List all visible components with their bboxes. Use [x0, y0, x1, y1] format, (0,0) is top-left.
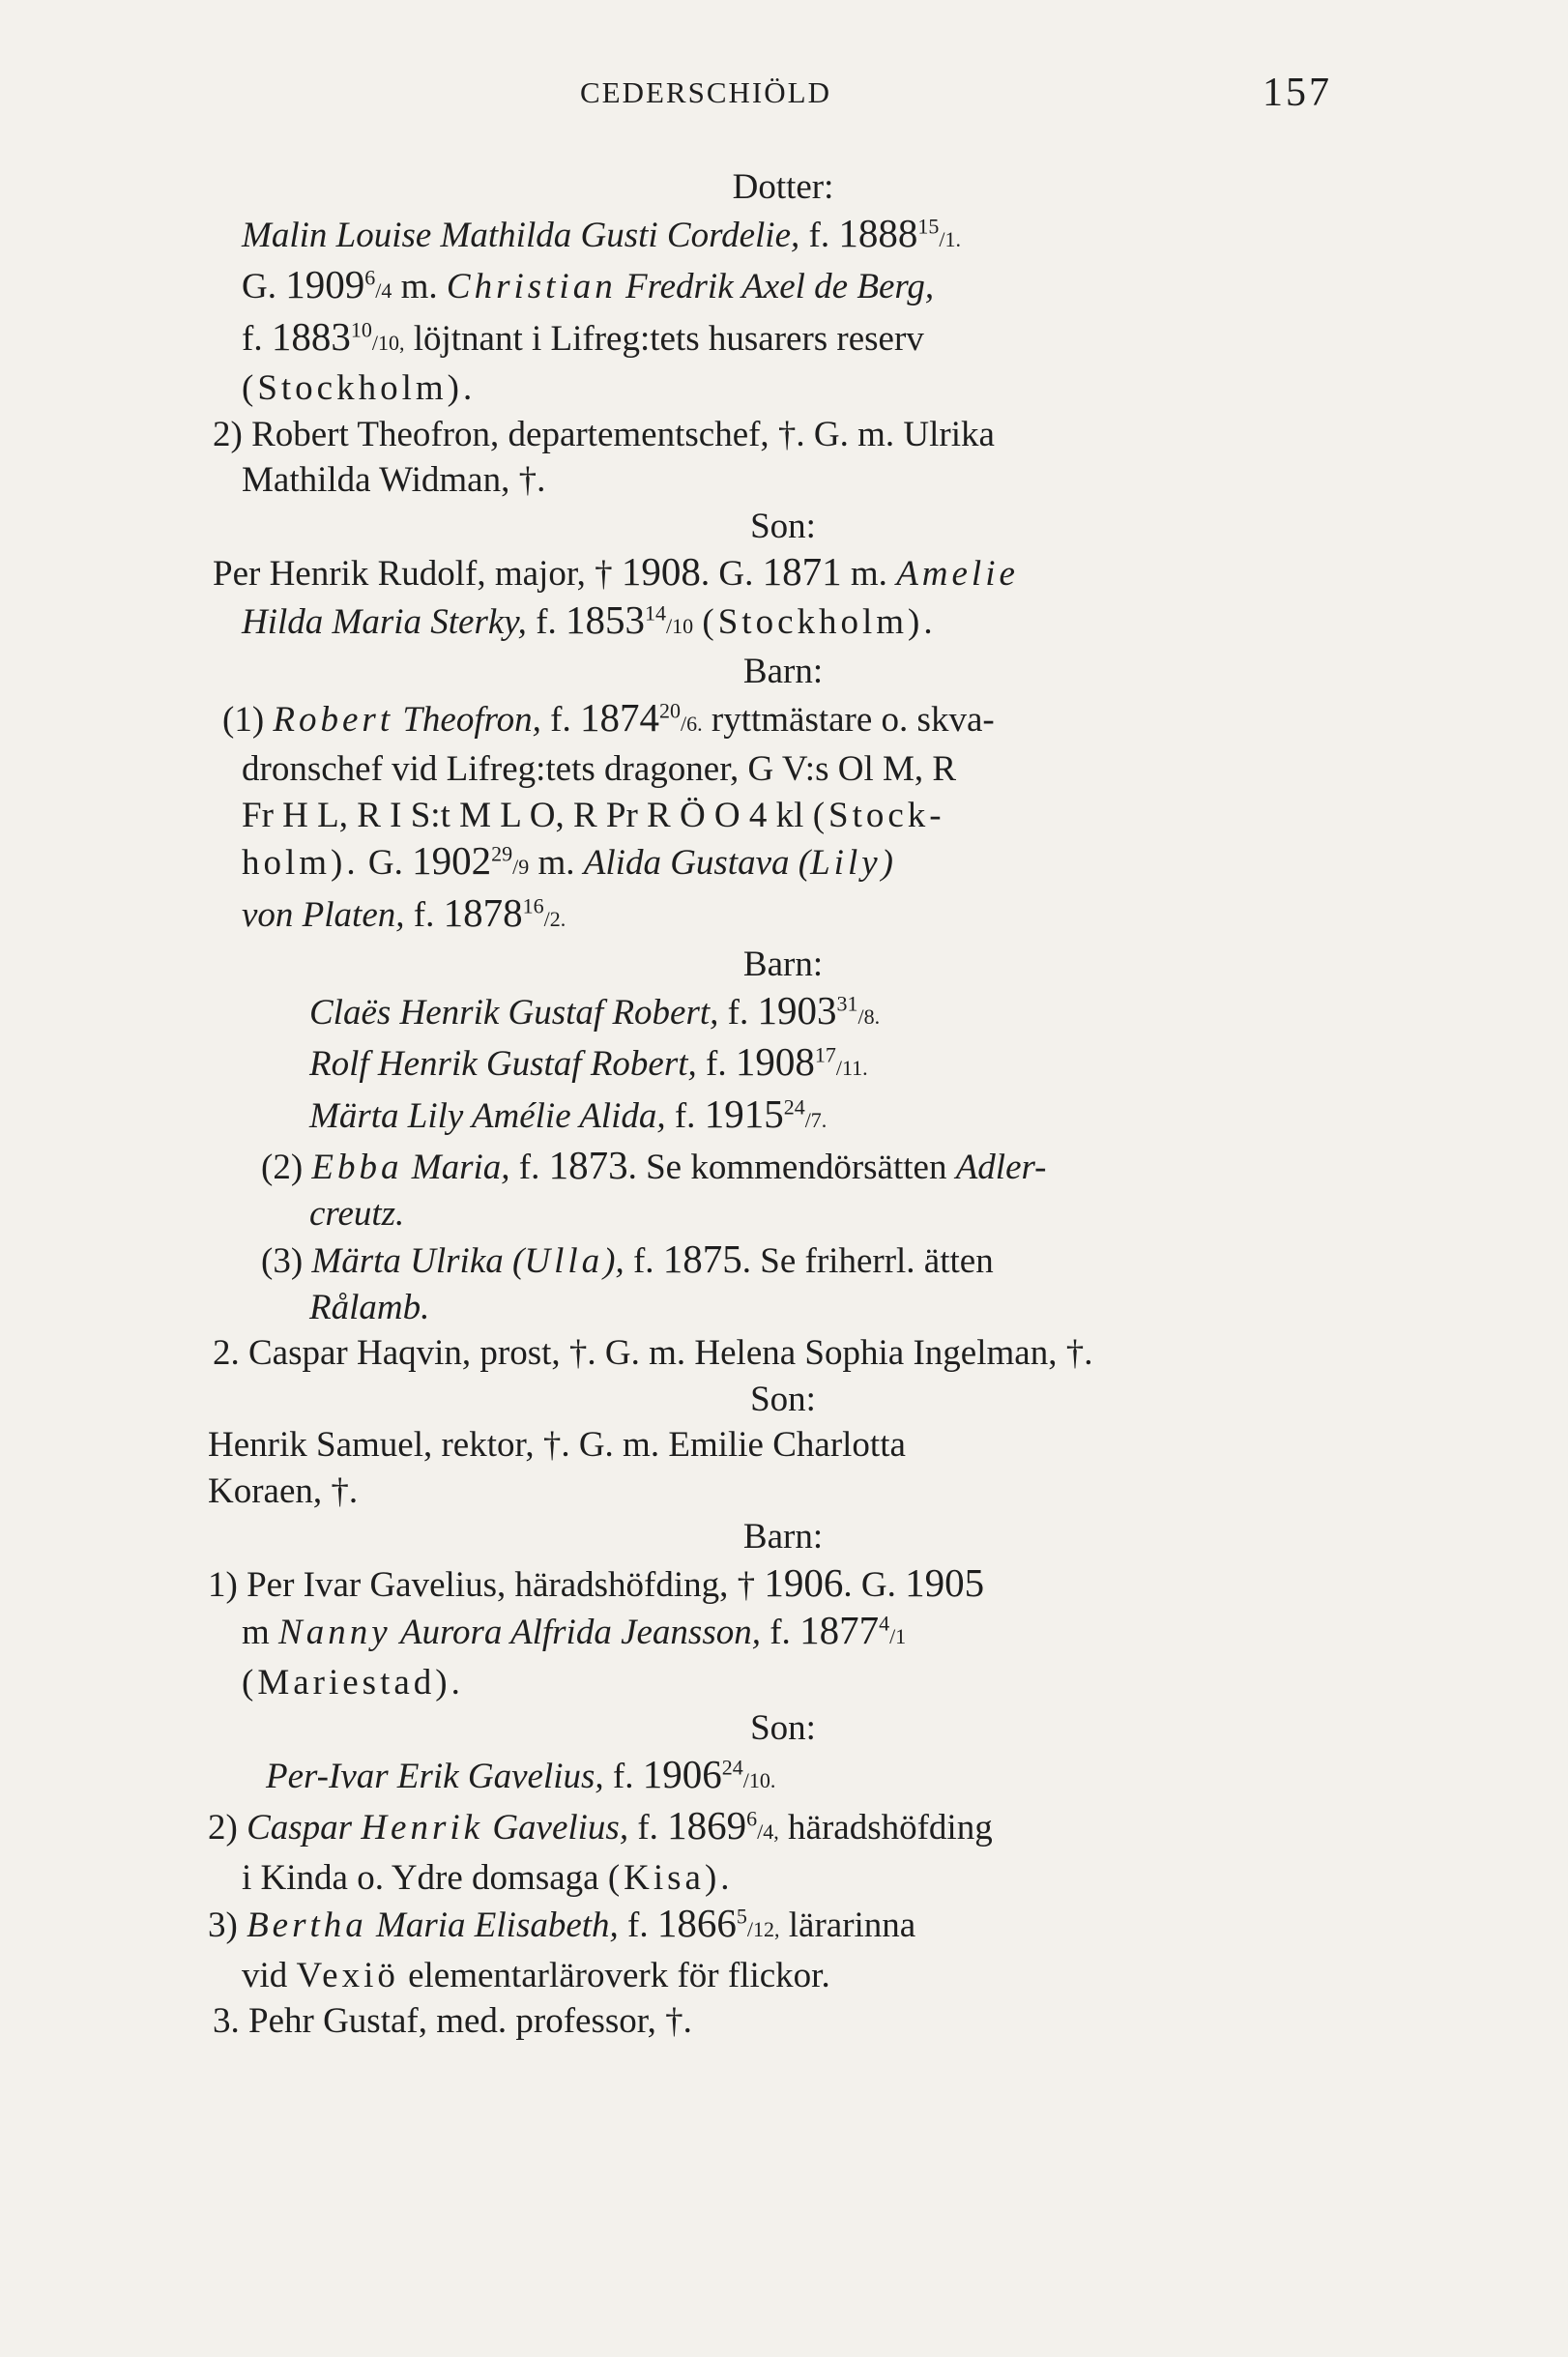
section-heading — [208, 942, 1358, 988]
text-run: 14 — [645, 600, 667, 626]
text-run: Barn: — [742, 945, 824, 984]
text-run: 29 — [491, 841, 513, 866]
text-run: elementarläroverk för flickor. — [398, 1955, 830, 1995]
text-run: Rolf Henrik Gustaf Robert, — [309, 1044, 697, 1084]
section-heading — [208, 164, 1358, 211]
text-run: 1909 — [285, 262, 365, 306]
text-run: Mathilda Widman, †. — [242, 460, 546, 500]
text-run: 1853 — [566, 597, 646, 642]
text-line — [208, 1752, 1358, 1804]
text-run: f. — [603, 1756, 643, 1796]
text-run: /7. — [804, 1107, 828, 1132]
text-run: Aurora Alfrida Jeansson, — [399, 1613, 761, 1652]
text-run: Per Henrik Rudolf, major, † — [213, 554, 622, 594]
text-run: /1 — [889, 1624, 907, 1648]
text-run: f. — [618, 1906, 657, 1945]
text-run: f. — [696, 1044, 736, 1084]
text-run: ) — [881, 843, 893, 883]
text-run: Nanny — [278, 1613, 392, 1652]
text-run: /12, — [746, 1917, 780, 1941]
text-run: 1873 — [548, 1143, 628, 1187]
text-run: 1883 — [271, 313, 351, 359]
text-run: 2) Robert Theofron, departementschef, †. G. m. Ulrika — [213, 414, 995, 454]
text-run: /9 — [512, 855, 530, 879]
text-run: 20 — [659, 698, 681, 723]
text-run: (Stockholm). — [242, 368, 477, 408]
text-run: 6 — [746, 1806, 758, 1831]
text-run: . Se kommendörsätten — [627, 1148, 956, 1187]
text-run: 1869 — [667, 1803, 747, 1848]
text-run: Per-Ivar Erik Gavelius, — [266, 1756, 604, 1796]
text-run: 16 — [522, 893, 544, 918]
text-line — [208, 365, 1358, 412]
text-run: (3) — [261, 1241, 312, 1281]
text-run: 1908 — [735, 1039, 815, 1084]
text-run: Malin Louise Mathilda Gusti Cordelie, — [242, 215, 800, 255]
text-line — [208, 211, 1358, 263]
text-run: 31 — [836, 991, 858, 1016]
text-run: Caspar — [247, 1808, 353, 1848]
text-run: . G. — [843, 1564, 906, 1605]
text-run: 3) — [208, 1906, 247, 1945]
text-run: (Mariestad). — [242, 1662, 464, 1702]
text-run: m. — [841, 554, 897, 594]
text-run: (Stock- — [812, 795, 945, 835]
text-line — [208, 746, 1358, 793]
text-run: 6 — [364, 265, 376, 290]
text-line — [208, 1998, 1358, 2045]
text-run: f. — [665, 1095, 705, 1136]
text-line — [208, 1285, 1358, 1331]
text-run: 5 — [736, 1904, 747, 1929]
text-run: 1874 — [580, 694, 659, 740]
text-run: G. — [242, 267, 286, 306]
section-heading — [208, 1705, 1358, 1752]
text-line — [208, 1608, 1358, 1660]
text-run: Theofron, — [402, 699, 541, 740]
text-run: 4 — [879, 1611, 890, 1636]
text-run: f. — [540, 699, 580, 740]
text-run: ryttmästare o. skva- — [702, 699, 995, 740]
running-head: CEDERSCHIÖLD — [580, 75, 831, 109]
text-run: 1866 — [656, 1901, 737, 1945]
text-run — [352, 1808, 361, 1848]
text-run: Henrik Samuel, rektor, †. G. m. Emilie Charlotta — [208, 1425, 906, 1465]
text-run: 1875 — [662, 1237, 742, 1281]
text-run: f. — [242, 318, 272, 359]
text-run: f. — [799, 215, 839, 255]
text-line — [208, 1660, 1358, 1706]
text-run: Hilda Maria Sterky, — [242, 601, 527, 642]
text-run: 1877 — [799, 1608, 880, 1652]
page-number: 157 — [1263, 71, 1332, 115]
text-run: Claës Henrik Gustaf Robert, — [309, 992, 719, 1033]
text-run: von Platen, — [242, 894, 405, 935]
text-run: G. — [359, 843, 413, 883]
text-run: Bertha — [247, 1906, 367, 1945]
text-line — [208, 1803, 1358, 1855]
text-run: f. — [509, 1148, 549, 1187]
text-run: Christian — [446, 267, 617, 306]
text-run: f. — [628, 1808, 668, 1848]
text-run: /10. — [742, 1767, 776, 1792]
text-line — [208, 1039, 1358, 1091]
text-line — [208, 1901, 1358, 1953]
text-run: Amelie — [896, 554, 1019, 594]
text-run: Gavelius, — [492, 1808, 629, 1848]
text-run: 3. Pehr Gustaf, med. professor, †. — [213, 2001, 692, 2041]
text-run: 1915 — [704, 1091, 784, 1136]
text-run: Son: — [750, 1379, 816, 1419]
text-run: (Kisa). — [607, 1857, 734, 1898]
text-run: (1) — [222, 699, 274, 740]
text-run: Barn: — [742, 652, 824, 691]
text-run: /10 — [666, 613, 694, 638]
text-run: Alida Gustava ( — [583, 843, 811, 883]
text-run: 1878 — [443, 889, 523, 935]
text-run: Son: — [750, 1708, 816, 1748]
text-run: f. — [718, 992, 758, 1033]
text-run: /8. — [857, 1004, 881, 1029]
text-run: (Stockholm). — [702, 601, 937, 642]
text-run: /11. — [835, 1056, 868, 1080]
text-line — [208, 1143, 1358, 1191]
text-run: Adler- — [955, 1148, 1047, 1187]
page-header — [0, 71, 1568, 133]
section-heading — [208, 1377, 1358, 1423]
text-run: Fredrik Axel de Berg, — [624, 267, 935, 306]
text-line — [208, 262, 1358, 314]
text-run: 1888 — [838, 210, 918, 255]
text-line — [208, 1469, 1358, 1515]
text-run: Robert — [273, 699, 394, 740]
section-heading — [208, 649, 1358, 695]
text-run: häradshöfding — [778, 1808, 993, 1848]
text-run: 1) Per Ivar Gavelius, häradshöfding, † — [208, 1564, 765, 1605]
text-run: Maria Elisabeth, — [376, 1906, 619, 1945]
text-line — [208, 1237, 1358, 1285]
text-run: vid — [242, 1955, 297, 1995]
text-run: 15 — [917, 214, 940, 239]
text-run: 1902 — [412, 838, 492, 883]
text-run: (2) — [261, 1148, 312, 1187]
text-run — [617, 267, 625, 306]
text-run — [693, 602, 702, 642]
text-run: m. — [529, 843, 584, 883]
text-run: /1. — [939, 226, 961, 251]
text-line — [208, 793, 1358, 839]
text-line — [208, 1091, 1358, 1144]
text-run: 24 — [721, 1755, 743, 1780]
text-line — [208, 412, 1358, 458]
text-run — [367, 1906, 376, 1945]
text-run: dronschef vid Lifreg:tets dragoner, G V:s Ol M, R — [242, 749, 957, 789]
text-run: /4 — [375, 278, 392, 303]
text-run: 24 — [783, 1094, 805, 1120]
text-run: /4, — [757, 1819, 779, 1844]
text-run: Lily — [810, 843, 882, 883]
genealogy-text — [208, 164, 1358, 2045]
text-run: . G. — [700, 554, 763, 594]
text-run: 1906 — [764, 1559, 844, 1605]
text-run: Ebba — [311, 1148, 403, 1187]
text-run: 1908 — [621, 549, 701, 594]
text-run: Son: — [750, 506, 816, 546]
text-run: m — [242, 1613, 279, 1652]
text-run: f. — [404, 894, 444, 935]
text-line — [208, 1855, 1358, 1902]
text-run: f. — [526, 601, 566, 642]
text-run: lärarinna — [779, 1906, 916, 1945]
text-run: Maria, — [411, 1148, 510, 1187]
text-run: Fr H L, R I S:t M L O, R Pr R Ö O 4 kl — [242, 795, 813, 835]
text-run: 1906 — [642, 1751, 722, 1796]
text-run: Vexiö — [296, 1955, 399, 1995]
text-run: löjtnant i Lifreg:tets husarers reserv — [404, 318, 924, 359]
text-run — [393, 700, 402, 740]
text-run: /10, — [371, 330, 405, 355]
section-heading — [208, 1514, 1358, 1560]
text-run: 2. Caspar Haqvin, prost, †. G. m. Helena Sophia Ingelman, †. — [213, 1333, 1093, 1373]
text-line — [208, 1560, 1358, 1609]
text-run: Barn: — [742, 1517, 824, 1557]
text-line — [208, 314, 1358, 366]
text-run: /2. — [543, 906, 566, 931]
text-line — [208, 597, 1358, 650]
text-run: creutz. — [309, 1193, 405, 1234]
text-run: ), — [603, 1241, 624, 1281]
text-run: . Se friherrl. ätten — [741, 1241, 994, 1281]
text-run: Dotter: — [732, 167, 834, 207]
text-run: Rålamb. — [309, 1287, 430, 1327]
text-line — [208, 1422, 1358, 1469]
text-line — [208, 1330, 1358, 1377]
text-run: holm). — [242, 843, 360, 883]
text-line — [208, 695, 1358, 747]
text-run: 17 — [814, 1042, 836, 1067]
section-heading — [208, 504, 1358, 550]
text-line — [208, 890, 1358, 943]
text-run: 1871 — [762, 549, 842, 594]
text-run: Henrik — [361, 1808, 484, 1848]
text-run: f. — [760, 1613, 800, 1652]
text-line — [208, 988, 1358, 1040]
text-line — [208, 1953, 1358, 1999]
text-line — [208, 549, 1358, 597]
text-run — [392, 1613, 400, 1652]
text-run — [483, 1808, 492, 1848]
text-line — [208, 457, 1358, 504]
text-run: f. — [624, 1241, 663, 1281]
text-run: Ulla — [524, 1241, 604, 1281]
text-run: 1905 — [905, 1559, 985, 1605]
text-run: m. — [392, 267, 447, 306]
text-run: 10 — [350, 317, 372, 342]
text-run: Koraen, †. — [208, 1470, 359, 1511]
text-line — [208, 1191, 1358, 1237]
text-run: Märta Lily Amélie Alida, — [309, 1095, 666, 1136]
text-line — [208, 838, 1358, 890]
text-run: Märta Ulrika ( — [311, 1241, 525, 1281]
text-run: i Kinda o. Ydre domsaga — [242, 1857, 608, 1898]
text-run — [403, 1148, 412, 1187]
text-run: 2) — [208, 1808, 247, 1848]
text-run: 1903 — [757, 987, 837, 1033]
text-run: /6. — [681, 711, 703, 736]
